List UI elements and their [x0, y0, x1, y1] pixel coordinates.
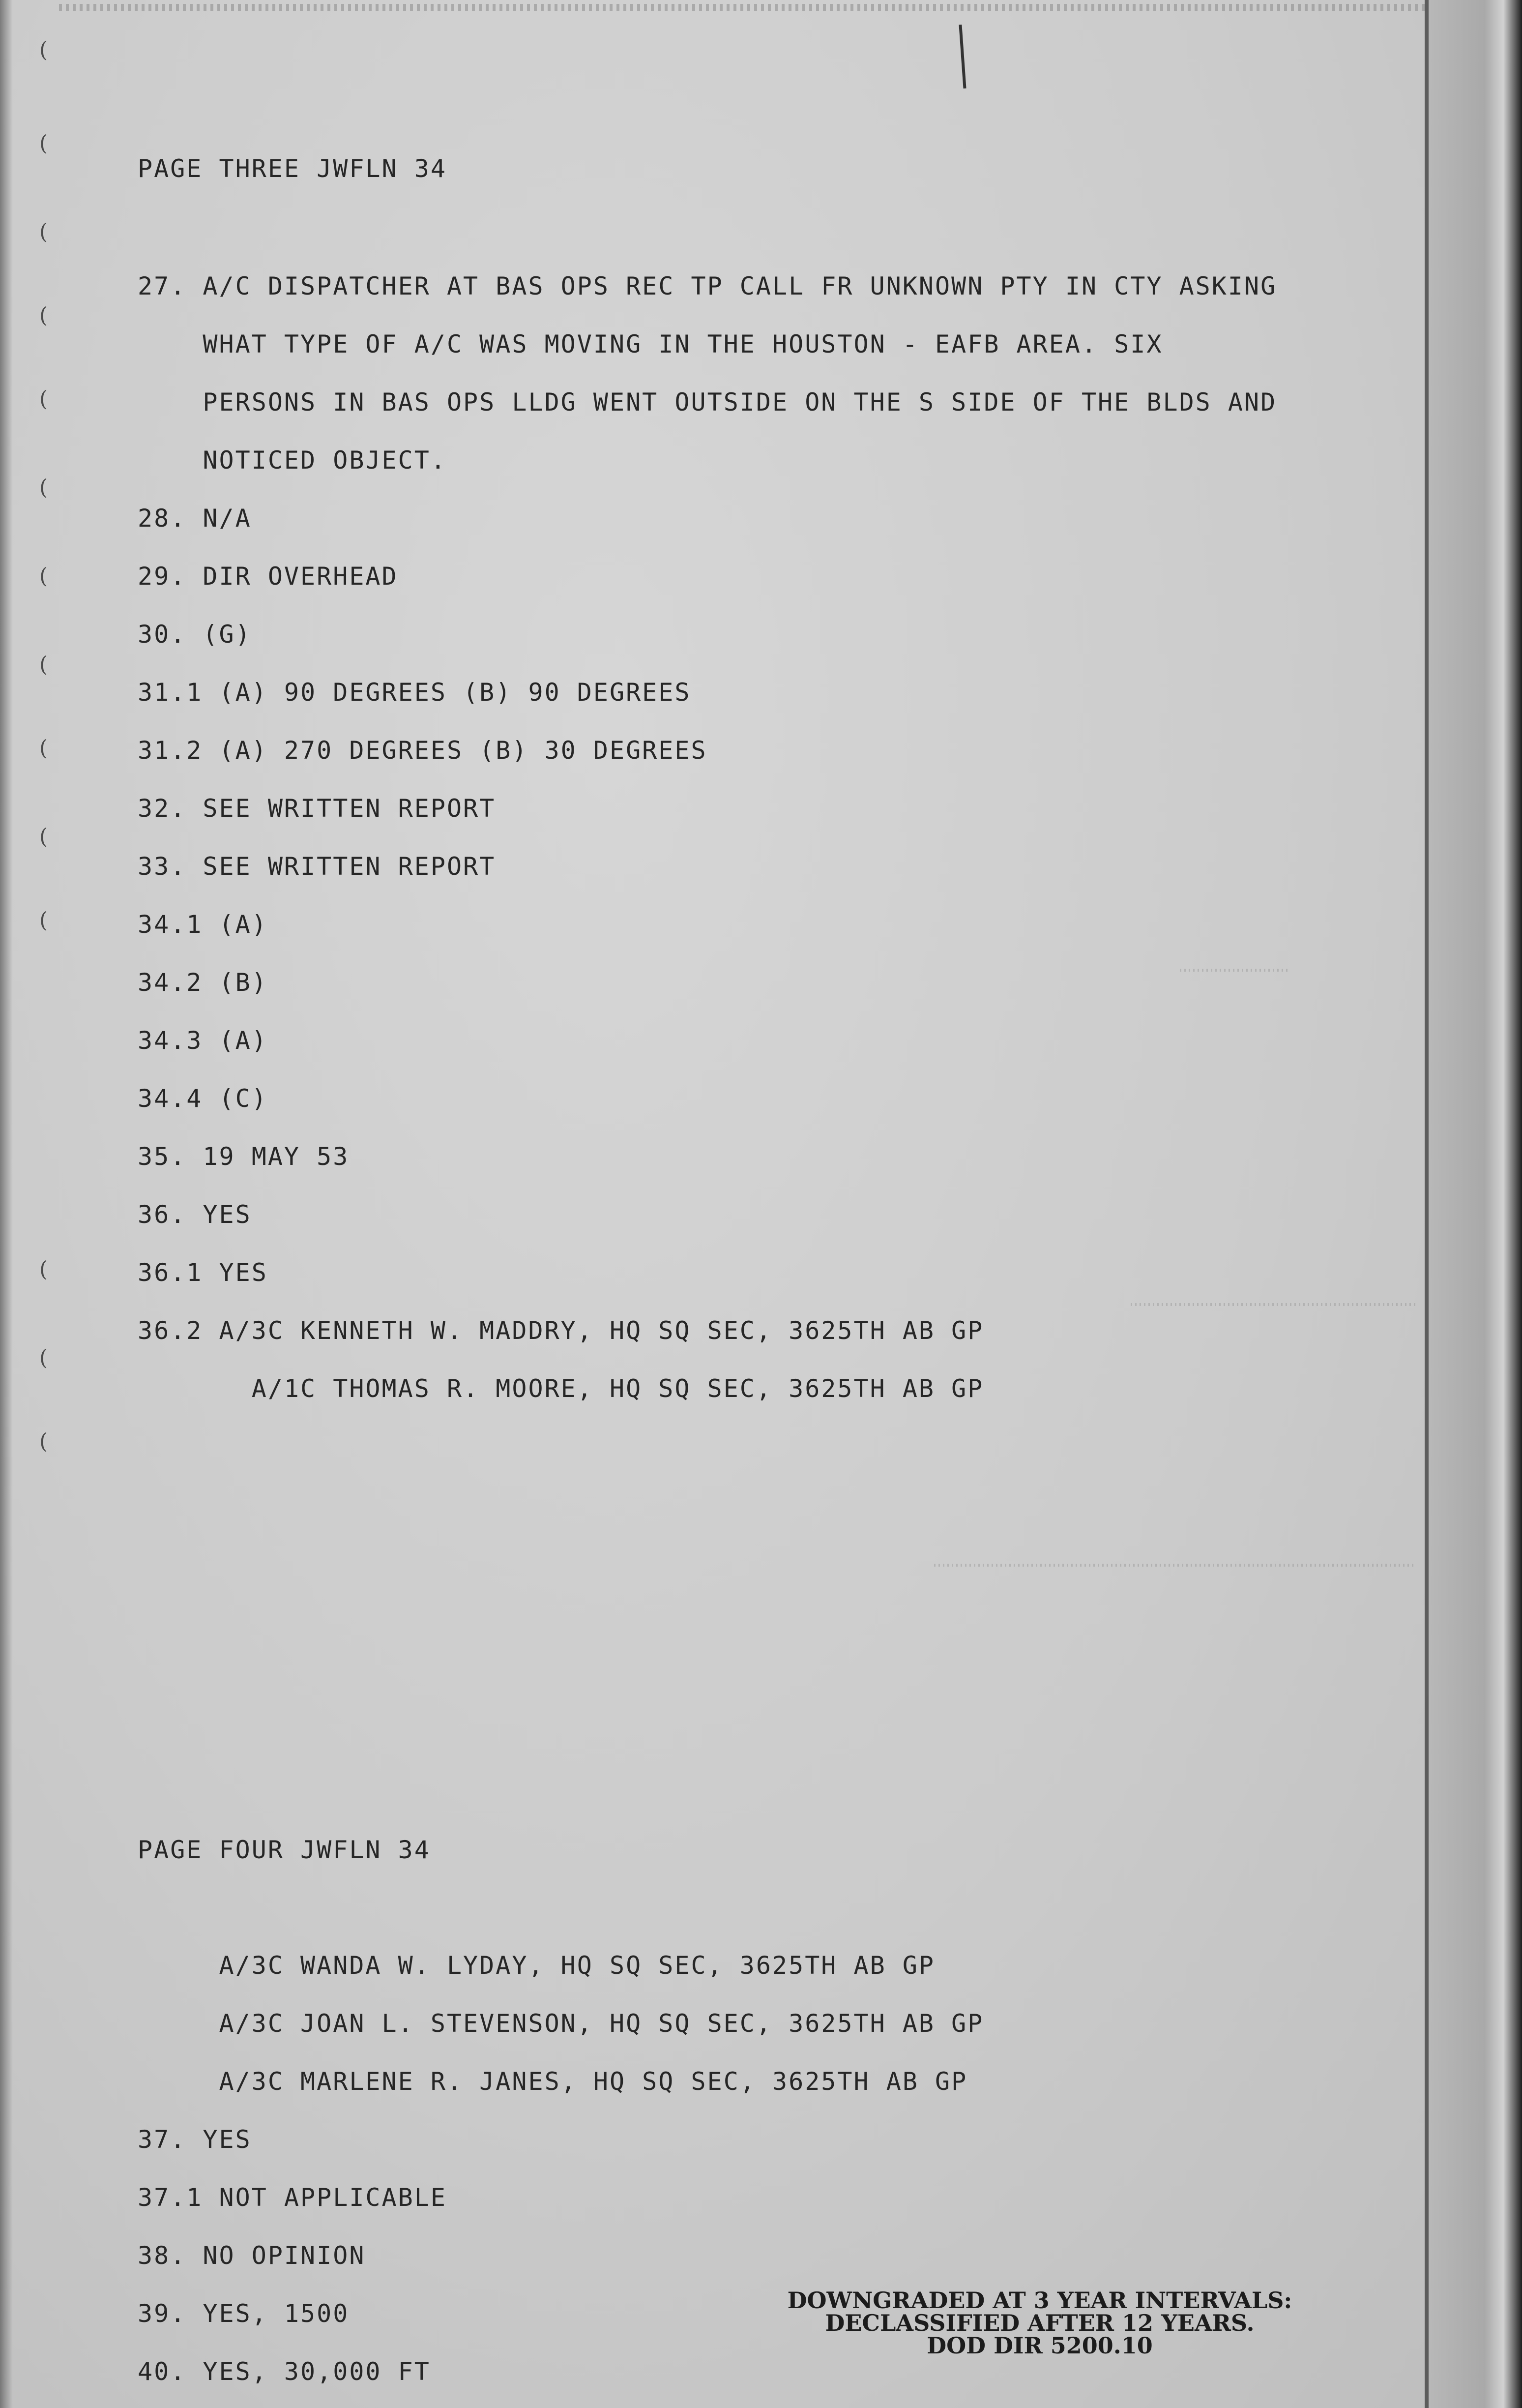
margin-mark: (	[39, 303, 48, 328]
text-line: 32. SEE WRITTEN REPORT	[138, 794, 496, 823]
margin-mark: (	[39, 1257, 48, 1282]
stamp-line: DOWNGRADED AT 3 YEAR INTERVALS:	[787, 2287, 1292, 2314]
margin-mark: (	[39, 37, 48, 62]
text-line: 37. YES	[138, 2125, 252, 2154]
text-line: A/3C MARLENE R. JANES, HQ SQ SEC, 3625TH AB GP	[138, 2067, 968, 2096]
text-line: PERSONS IN BAS OPS LLDG WENT OUTSIDE ON THE S SIDE OF THE BLDS AND	[138, 388, 1277, 416]
text-line: 27. A/C DISPATCHER AT BAS OPS REC TP CALL FR UNKNOWN PTY IN CTY ASKING	[138, 272, 1277, 300]
text-line: 34.2 (B)	[138, 968, 268, 997]
margin-mark: (	[39, 219, 48, 244]
left-edge-shadow	[0, 0, 13, 2408]
margin-mark: (	[39, 1345, 48, 1370]
stamp-line: DECLASSIFIED AFTER 12 YEARS.	[825, 2310, 1255, 2336]
text-line: 34.3 (A)	[138, 1026, 268, 1055]
page-three-header: PAGE THREE JWFLN 34	[138, 154, 447, 183]
text-line: A/3C JOAN L. STEVENSON, HQ SQ SEC, 3625TH AB GP	[138, 2009, 984, 2038]
text-line: 31.2 (A) 270 DEGREES (B) 30 DEGREES	[138, 736, 707, 765]
text-line: 39. YES, 1500	[138, 2299, 350, 2328]
margin-mark: (	[39, 564, 48, 589]
text-line: 38. NO OPINION	[138, 2241, 366, 2270]
top-edge-noise	[59, 4, 1426, 11]
text-line: 30. (G)	[138, 620, 252, 649]
text-line: 40. YES, 30,000 FT	[138, 2357, 431, 2386]
margin-mark: (	[39, 652, 48, 677]
margin-mark: (	[39, 131, 48, 156]
margin-mark: (	[39, 386, 48, 412]
text-line: 28. N/A	[138, 504, 252, 533]
text-line: 37.1 NOT APPLICABLE	[138, 2183, 447, 2212]
text-line: 36.2 A/3C KENNETH W. MADDRY, HQ SQ SEC, 3625TH AB GP	[138, 1316, 984, 1345]
right-margin-rule	[1425, 0, 1429, 2408]
margin-mark: (	[39, 475, 48, 500]
scan-noise	[1131, 1303, 1416, 1306]
text-line: 31.1 (A) 90 DEGREES (B) 90 DEGREES	[138, 678, 691, 707]
pen-tick-mark	[959, 25, 966, 89]
declassification-stamp	[713, 2289, 1367, 2357]
margin-mark: (	[39, 824, 48, 849]
margin-mark: (	[39, 908, 48, 933]
text-line: 33. SEE WRITTEN REPORT	[138, 852, 496, 881]
text-line: 29. DIR OVERHEAD	[138, 562, 398, 591]
text-line: NOTICED OBJECT.	[138, 446, 447, 475]
text-line: 34.4 (C)	[138, 1084, 268, 1113]
margin-mark: (	[39, 1429, 48, 1454]
stamp-line: DOD DIR 5200.10	[927, 2332, 1153, 2359]
text-line: WHAT TYPE OF A/C WAS MOVING IN THE HOUSTON - EAFB AREA. SIX	[138, 330, 1163, 358]
text-line: 36. YES	[138, 1200, 252, 1229]
text-line: 35. 19 MAY 53	[138, 1142, 350, 1171]
text-line: A/1C THOMAS R. MOORE, HQ SQ SEC, 3625TH AB GP	[138, 1374, 984, 1403]
text-line: 34.1 (A)	[138, 910, 268, 939]
text-line: 36.1 YES	[138, 1258, 268, 1287]
margin-mark: (	[39, 736, 48, 761]
text-line: A/3C WANDA W. LYDAY, HQ SQ SEC, 3625TH AB GP	[138, 1951, 936, 1980]
scan-noise	[934, 1564, 1416, 1567]
right-edge-strip	[1429, 0, 1522, 2408]
scan-noise	[1180, 969, 1288, 972]
page-four-header: PAGE FOUR JWFLN 34	[138, 1836, 431, 1864]
